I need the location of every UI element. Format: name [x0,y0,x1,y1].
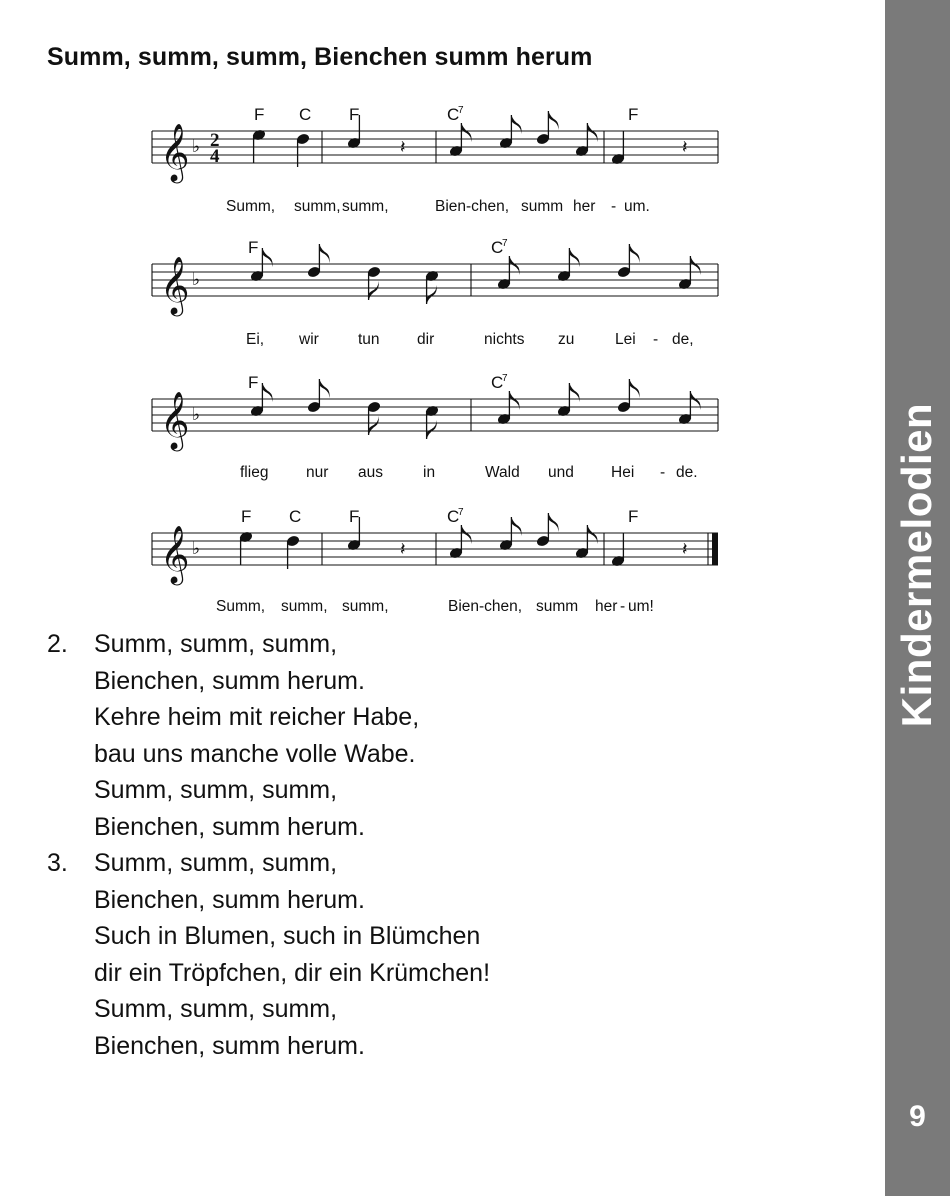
verse-line [47,772,490,809]
verse-line [47,626,490,663]
verse-number [47,699,94,736]
music-staff-system [0,224,950,348]
verse-number [47,918,94,955]
music-staff-system [0,91,950,215]
chord-symbol: F [628,105,639,124]
verse-number [47,809,94,846]
chord-superscript: 7 [458,507,464,518]
flat-key-signature-icon: ♭ [192,137,201,157]
chord-symbol: C [299,105,312,124]
lyric-syllable: tun [358,331,380,348]
lyric-syllable: in [423,464,436,481]
flat-key-signature-icon: ♭ [192,405,201,425]
verse-number [47,772,94,809]
lyric-syllable: Lei [615,331,636,348]
lyric-syllable: aus [358,464,383,481]
song-title: Summ, summ, summ, Bienchen summ herum [47,43,593,71]
eighth-note [499,517,522,552]
treble-clef-icon: 𝄞 [160,391,190,449]
chord-symbol: C [491,238,504,257]
eighth-note [575,525,598,560]
chord-symbol: C [289,507,302,526]
eighth-note [497,256,520,291]
lyric-syllable: Hei [611,464,635,481]
eighth-note [307,244,330,279]
chord-symbol: F [248,238,259,257]
verse-text: Bienchen, summ herum. [94,812,365,841]
time-signature-numerator: 2 [210,130,220,151]
lyric-syllable: Bien-chen, [448,598,523,615]
chord-symbol: C [447,105,460,124]
lyric-syllable: wir [299,331,319,348]
verse-text: Bienchen, summ herum. [94,666,365,695]
verse-line [47,955,490,992]
lyric-syllable: Summ, [216,598,266,615]
eighth-note [449,123,472,158]
verse-line [47,1028,490,1065]
lyric-syllable: Ei, [246,331,265,348]
eighth-note [449,525,472,560]
verse-text: Bienchen, summ herum. [94,885,365,914]
quarter-rest-icon: 𝄽 [400,539,406,560]
music-staff-system [0,493,950,613]
lyric-syllable: summ, [281,598,328,615]
eighth-note [617,379,640,414]
lyrics-verses [47,626,490,1064]
verse-text: Summ, summ, summ, [94,630,338,658]
flat-key-signature-icon: ♭ [192,270,201,290]
verse-text: Kehre heim mit reicher Habe, [94,703,420,731]
final-barline-thick [712,533,718,565]
page-number: 9 [909,1100,926,1133]
verse-line [47,736,490,773]
quarter-note [252,128,267,163]
section-label: Kindermelodien [893,402,940,728]
chord-superscript: 7 [502,373,508,384]
lyric-syllable: dir [417,331,435,348]
lyric-syllable: summ, [342,198,389,215]
quarter-rest-icon: 𝄽 [682,137,688,158]
chord-symbol: C [491,373,504,392]
verse-number [47,955,94,992]
verse-text: Summ, summ, summ, [94,995,338,1023]
eighth-note [575,123,598,158]
verse-text: dir ein Tröpfchen, dir ein Krümchen! [94,958,491,987]
lyric-syllable: summ, [342,598,389,615]
chord-symbol: C [447,507,460,526]
staff-lines [152,533,718,565]
lyric-syllable: und [548,464,574,481]
eighth-note [557,383,580,418]
treble-clef-icon: 𝄞 [160,525,190,583]
lyric-syllable: - [660,464,666,481]
verse-line [47,809,490,846]
eighth-note [425,404,440,439]
treble-clef-icon: 𝄞 [160,123,190,181]
eighth-note [536,513,559,548]
lyric-syllable: de. [676,464,698,481]
eighth-note [367,265,382,300]
verse-text: bau uns manche volle Wabe. [94,739,416,768]
chord-superscript: 7 [502,238,508,249]
quarter-rest-icon: 𝄽 [400,137,406,158]
lyric-syllable: summ [536,598,579,615]
eighth-note [307,379,330,414]
lyric-syllable: Wald [485,464,520,481]
verse-line [47,845,490,882]
eighth-note [617,244,640,279]
verse-text: Summ, summ, summ, [94,776,338,804]
verse-number [47,663,94,700]
lyric-syllable: her [595,598,618,615]
chord-symbol: F [254,105,265,124]
quarter-note [286,534,301,569]
quarter-note [296,132,311,167]
quarter-note [239,530,254,565]
lyric-syllable: um! [628,598,654,615]
lyric-syllable: de, [672,331,694,348]
verse-line [47,882,490,919]
lyric-syllable: - [620,598,626,615]
eighth-note [536,111,559,146]
lyric-syllable: flieg [240,464,269,481]
lyric-syllable: - [653,331,659,348]
verse-number [47,1028,94,1065]
quarter-note [611,131,626,166]
chord-symbol: F [241,507,252,526]
verse-line [47,699,490,736]
music-staff-system [0,359,950,479]
lyric-syllable: nichts [484,331,525,348]
eighth-note [557,248,580,283]
lyric-syllable: nur [306,464,329,481]
eighth-note [678,391,701,426]
verse-text: Such in Blumen, such in Blümchen [94,922,481,950]
quarter-rest-icon: 𝄽 [682,539,688,560]
chord-symbol: F [349,105,360,124]
chord-symbol: F [628,507,639,526]
lyric-syllable: summ, [294,198,341,215]
chord-symbol: F [349,507,360,526]
verse-line [47,918,490,955]
verse-number: 3. [47,849,68,877]
chord-symbol: F [248,373,259,392]
lyric-syllable: um. [624,198,650,215]
verse-number [47,736,94,773]
chord-superscript: 7 [458,105,464,116]
flat-key-signature-icon: ♭ [192,539,201,559]
eighth-note [367,400,382,435]
staff-lines [152,131,718,163]
lyric-syllable: summ [521,198,564,215]
lyric-syllable: zu [558,331,575,348]
verse-number [47,882,94,919]
verse-number [47,991,94,1028]
lyric-syllable: - [611,198,617,215]
eighth-note [425,269,440,304]
eighth-note [497,391,520,426]
eighth-note [678,256,701,291]
verse-text: Bienchen, summ herum. [94,1031,365,1060]
lyric-syllable: Bien-chen, [435,198,510,215]
verse-number: 2. [47,630,68,658]
verse-text: Summ, summ, summ, [94,849,338,877]
eighth-note [499,115,522,150]
quarter-note [611,533,626,568]
verse-line [47,663,490,700]
lyric-syllable: Summ, [226,198,276,215]
lyric-syllable: her [573,198,596,215]
time-signature-denominator: 4 [210,146,220,167]
verse-line [47,991,490,1028]
treble-clef-icon: 𝄞 [160,256,190,314]
